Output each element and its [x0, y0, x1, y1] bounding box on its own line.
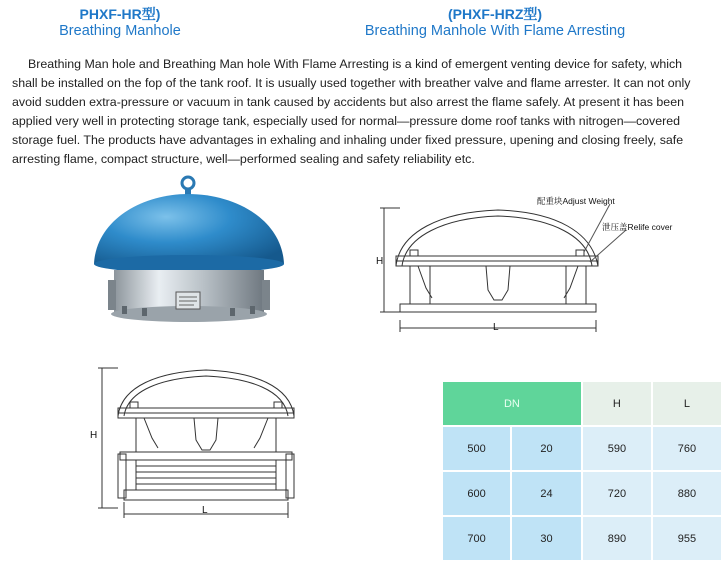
- title-left-name: Breathing Manhole: [59, 23, 181, 39]
- description-line: shall be installed on the fop of the tank roof. It is usually used together with breather valve and flame arrester. It can not only: [12, 76, 691, 90]
- table-header-h: H: [582, 381, 652, 426]
- description-line: applied very well in protecting storage tank, especially used for normal—pressure dome roof tanks with nitrogen—covered: [12, 114, 681, 128]
- description-line: Breathing Man hole and Breathing Man hole With Flame Arresting is a kind of emergent venting device for safety, which: [28, 57, 683, 71]
- table-cell: 760: [652, 426, 722, 471]
- title-left: [30, 6, 210, 40]
- label-top-h: H: [376, 256, 384, 267]
- table-cell: 955: [652, 516, 722, 561]
- spec-table: [441, 380, 723, 562]
- table-row: [442, 516, 722, 561]
- table-cell: 24: [511, 471, 582, 516]
- table-cell: 700: [442, 516, 511, 561]
- table-cell: 30: [511, 516, 582, 561]
- table-header-dn: DN: [442, 381, 582, 426]
- table-cell: 880: [652, 471, 722, 516]
- title-left-code: PHXF-HR型): [79, 6, 161, 22]
- table-cell: 720: [582, 471, 652, 516]
- table-header-l: L: [652, 381, 722, 426]
- label-top-l: L: [493, 322, 499, 333]
- product-photo: [90, 172, 290, 342]
- description-line: arresting flame, compact structure, well—performed sealing and safety reliability etc.: [12, 152, 475, 166]
- title-right-code: (PHXF-HRZ型): [447, 6, 543, 22]
- table-cell: 890: [582, 516, 652, 561]
- table-cell: 590: [582, 426, 652, 471]
- title-right: [355, 6, 635, 40]
- description-paragraph: [12, 55, 718, 169]
- label-adjust-weight: 配重块Adjust Weight: [537, 196, 615, 206]
- table-cell: 600: [442, 471, 511, 516]
- diagram-top: [370, 190, 700, 340]
- title-right-name: Breathing Manhole With Flame Arresting: [364, 23, 626, 39]
- description-line: storage fuel. The products have advantages in exhaling and inhaling under fixed pressure, upening and closing freely, safe: [12, 133, 684, 147]
- table-cell: 20: [511, 426, 582, 471]
- table-cell: 500: [442, 426, 511, 471]
- label-relief-cover: 泄压盖Relife cover: [602, 222, 673, 232]
- table-row: [442, 426, 722, 471]
- table-row: [442, 471, 722, 516]
- diagram-bottom: [96, 362, 316, 522]
- label-bottom-l: L: [202, 505, 208, 516]
- table-header-row: [442, 381, 722, 426]
- label-bottom-h: H: [90, 430, 98, 441]
- description-line: avoid sudden extra-pressure or vacuum in tank caused by accidents but also arrest the flame safely. At present it has been: [12, 95, 684, 109]
